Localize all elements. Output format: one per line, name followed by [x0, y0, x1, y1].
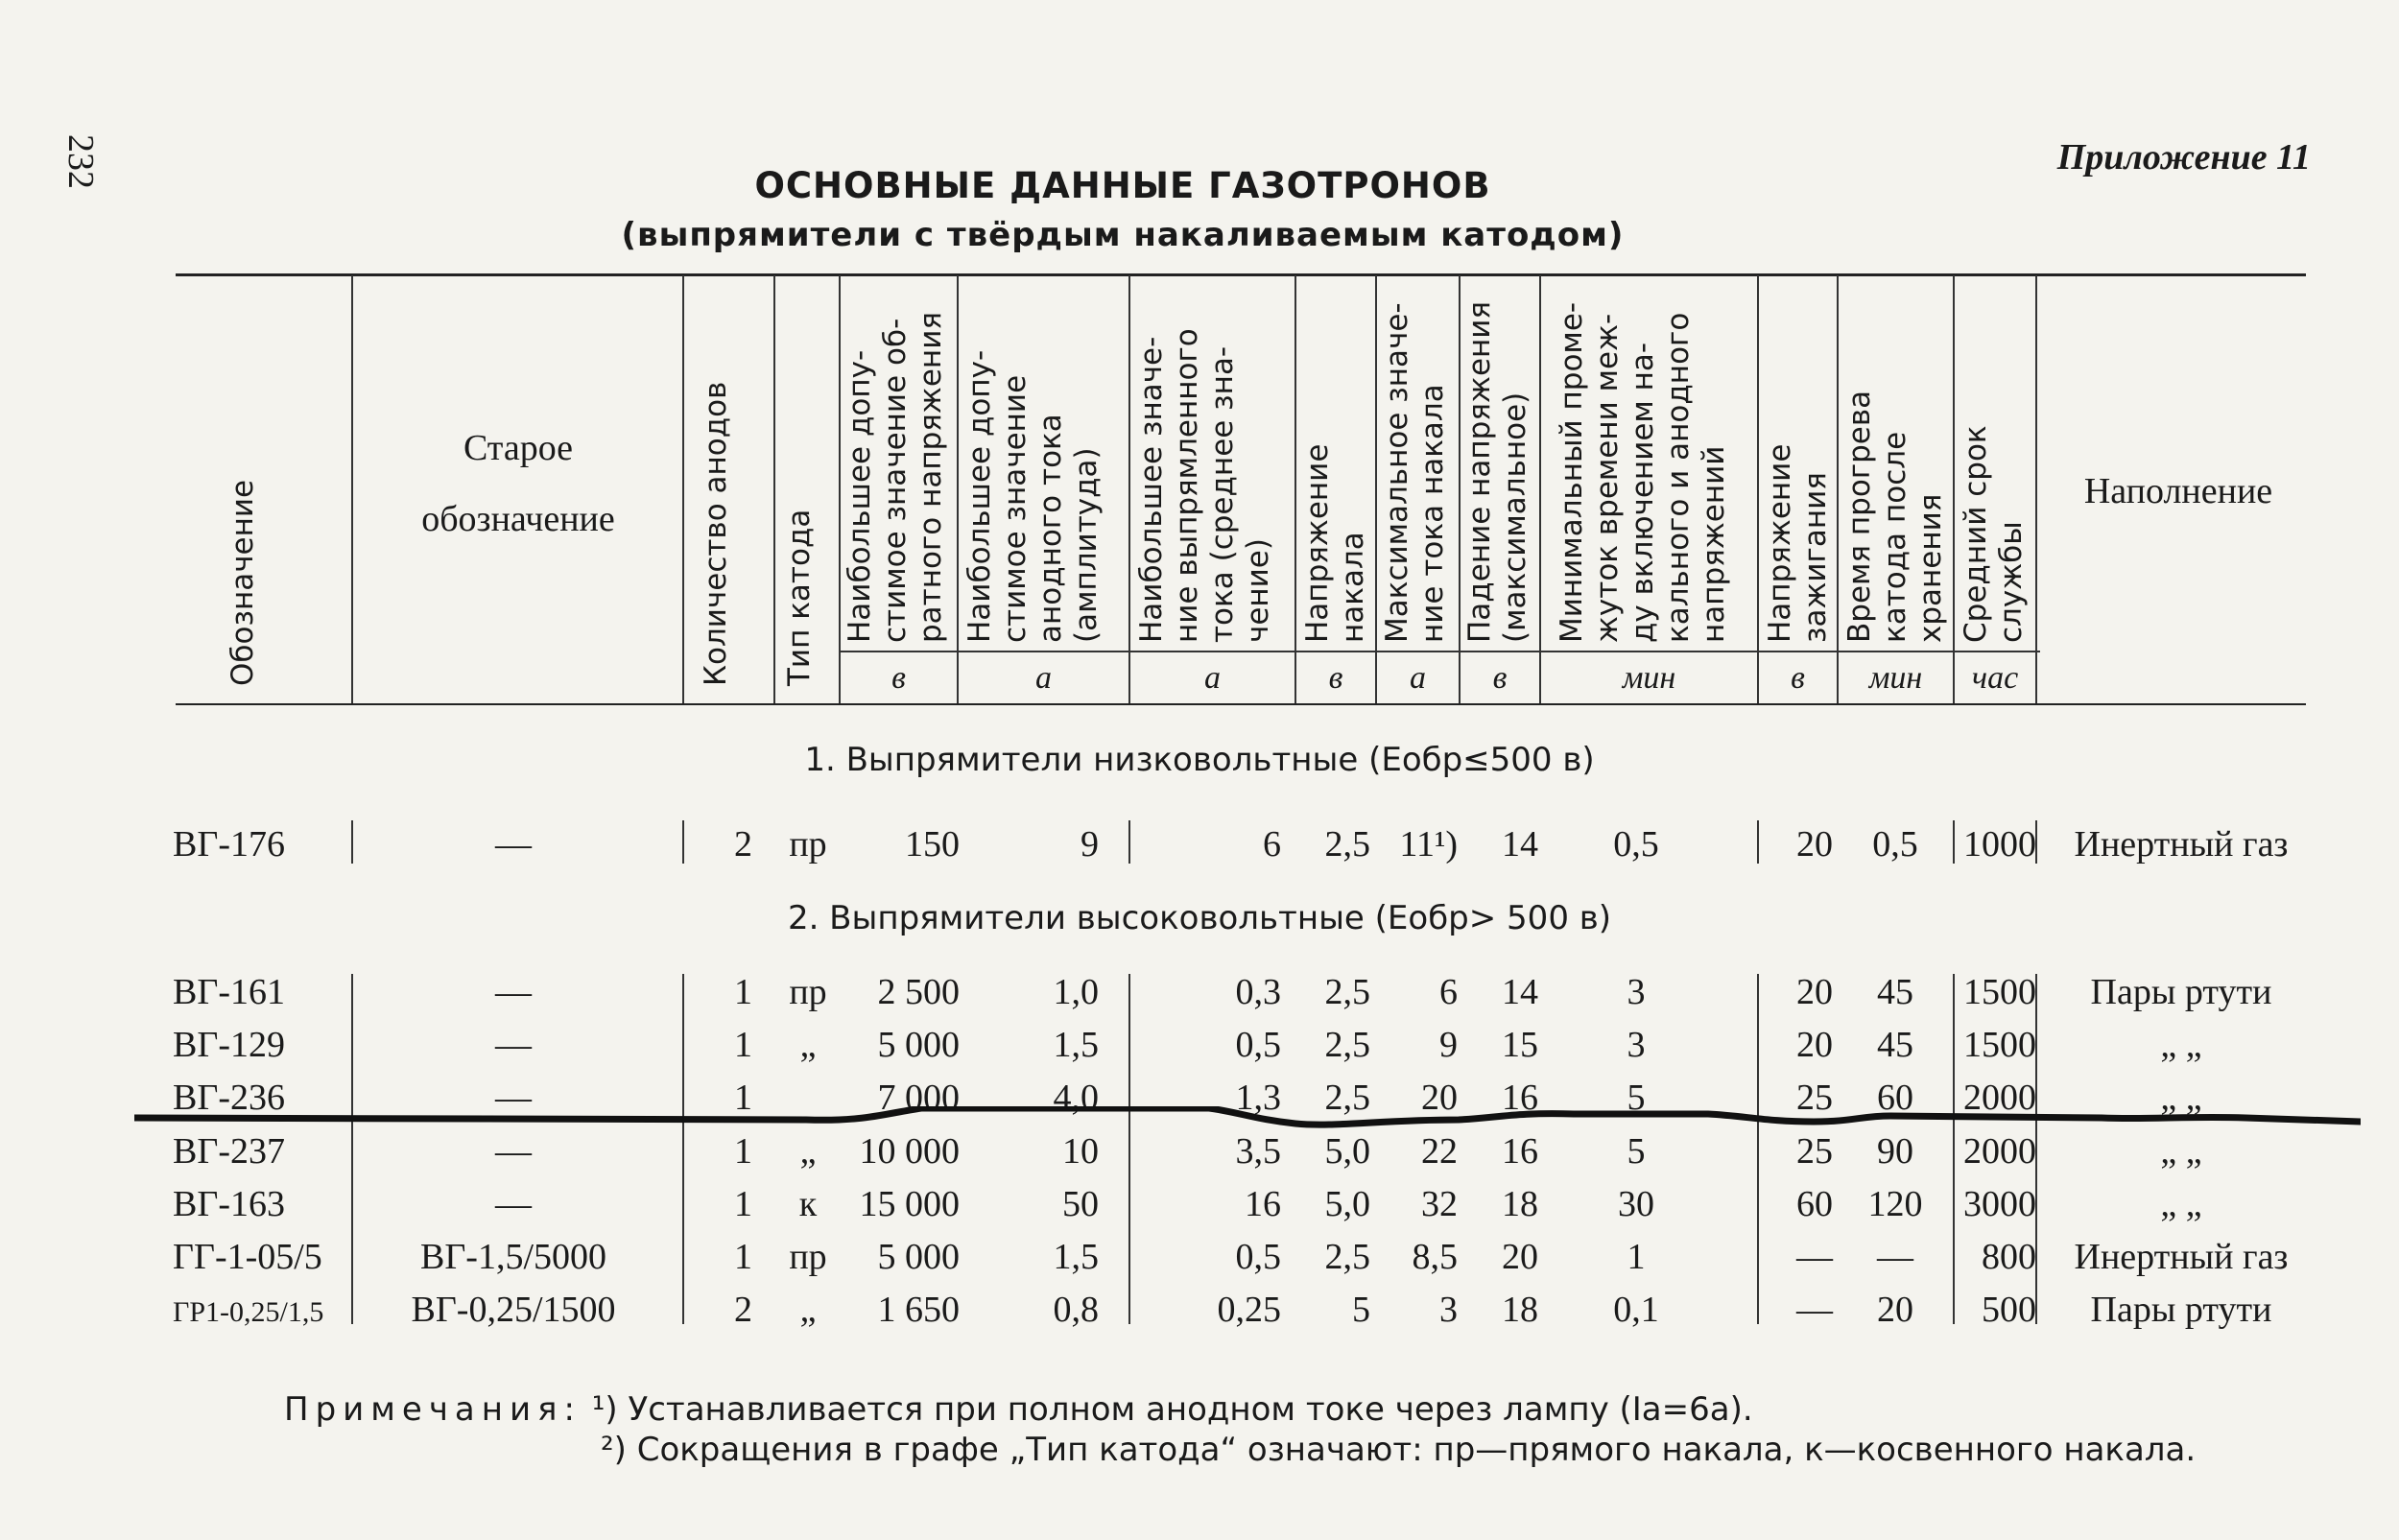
header-voltage-drop	[1462, 301, 1533, 643]
notes	[284, 1389, 2196, 1470]
cell-old-designation: ВГ-0,25/1500	[411, 1290, 616, 1330]
table-row	[0, 1024, 2399, 1074]
header-max-heater-current	[1380, 302, 1451, 643]
note-line-2	[284, 1430, 2196, 1470]
cell-min-delay: 0,5	[1613, 824, 1659, 865]
column-divider	[839, 275, 841, 703]
cell-anode-count: 2	[734, 824, 752, 865]
cell-ignition-voltage: 25	[1796, 1078, 1833, 1118]
header-line: хранения	[1913, 493, 1948, 643]
cell-max-anode-current: 50	[1062, 1184, 1099, 1224]
cell-max-heater-current: 6	[1439, 972, 1458, 1012]
cell-heater-voltage: 2,5	[1324, 972, 1370, 1012]
cell-warmup-time: 45	[1877, 1025, 1913, 1065]
cell-min-delay: 3	[1627, 972, 1646, 1012]
title-subtitle: (выпрямители с твёрдым накаливаемым катодом)	[621, 216, 1625, 254]
cell-max-rectified-current: 16	[1245, 1184, 1281, 1224]
header-line: (амплитуда)	[1069, 447, 1104, 643]
cell-max-heater-current: 11¹)	[1399, 824, 1458, 865]
header-line: Время прогрева	[1842, 390, 1877, 643]
cell-warmup-time: 45	[1877, 972, 1913, 1012]
note-2: ²) Сокращения в графе „Тип катода“ означают: пр—прямого накала, к—косвенного накала.	[601, 1431, 2197, 1469]
header-line: жуток времени меж-	[1590, 313, 1625, 643]
page-title	[0, 165, 2399, 254]
unit-voltage-drop: в	[1492, 660, 1508, 696]
cell-max-anode-current: 1,0	[1053, 972, 1099, 1012]
column-divider	[1539, 275, 1541, 703]
cell-voltage-drop: 14	[1502, 972, 1538, 1012]
header-line: накала	[1336, 532, 1370, 643]
cell-anode-count: 1	[734, 972, 752, 1012]
header-line: Минимальный проме-	[1555, 301, 1589, 643]
cell-designation: ВГ-161	[173, 972, 285, 1012]
cell-ignition-voltage: 20	[1796, 824, 1833, 865]
header-designation: Обозначение	[226, 479, 260, 686]
header-line: Максимальное значе-	[1380, 302, 1414, 643]
table-row	[0, 1236, 2399, 1286]
cell-warmup-time: 60	[1877, 1078, 1913, 1118]
cell-filling: „ „	[2160, 1078, 2202, 1118]
cell-filling: Пары ртути	[2090, 1290, 2272, 1330]
cell-min-delay: 0,1	[1613, 1290, 1659, 1330]
unit-service-life: час	[1971, 660, 2019, 696]
cell-min-delay: 5	[1627, 1078, 1646, 1118]
cell-filling: Инертный газ	[2074, 824, 2289, 865]
cell-max-heater-current: 32	[1421, 1184, 1458, 1224]
header-line: Напряжение	[1763, 443, 1797, 643]
cell-designation: ВГ-237	[173, 1131, 285, 1172]
header-line: ние выпрямленного	[1170, 328, 1204, 643]
header-line: (максимальное)	[1498, 391, 1532, 643]
cell-anode-count: 1	[734, 1237, 752, 1277]
cell-designation: ВГ-176	[173, 824, 285, 865]
cell-filling: Пары ртути	[2090, 972, 2272, 1012]
cell-old-designation: —	[495, 1131, 532, 1172]
cell-cathode-type: к	[798, 1184, 818, 1224]
column-divider	[1757, 275, 1759, 703]
header-line: Наибольшее допу-	[843, 349, 877, 643]
cell-cathode-type: пр	[789, 1237, 827, 1277]
cell-cathode-type: пр	[789, 972, 827, 1012]
page-number: 232	[60, 134, 101, 189]
column-divider	[957, 275, 959, 703]
table-row	[0, 823, 2399, 873]
cell-max-rectified-current: 0,5	[1235, 1025, 1281, 1065]
cell-max-rectified-current: 0,25	[1217, 1290, 1281, 1330]
cell-heater-voltage: 5,0	[1324, 1131, 1370, 1172]
header-line: зажигания	[1798, 472, 1833, 643]
cell-old-designation: —	[495, 824, 532, 865]
cell-anode-count: 1	[734, 1131, 752, 1172]
header-max-reverse-voltage	[843, 312, 949, 643]
cell-max-anode-current: 1,5	[1053, 1025, 1099, 1065]
cell-warmup-time: —	[1877, 1237, 1913, 1277]
header-line: катода после	[1878, 431, 1912, 643]
header-cathode-type: Тип катода	[782, 509, 817, 686]
cell-max-rectified-current: 0,3	[1235, 972, 1281, 1012]
cell-max-reverse-voltage: 5 000	[877, 1237, 960, 1277]
cell-cathode-type: „	[799, 1131, 817, 1172]
cell-cathode-type: „	[799, 1290, 817, 1330]
cell-min-delay: 30	[1618, 1184, 1654, 1224]
table-row	[0, 1289, 2399, 1339]
cell-warmup-time: 120	[1867, 1184, 1923, 1224]
cell-voltage-drop: 20	[1502, 1237, 1538, 1277]
header-line: кального и анодного	[1661, 312, 1696, 643]
cell-max-heater-current: 8,5	[1412, 1237, 1458, 1277]
cell-max-anode-current: 4,0	[1053, 1078, 1099, 1118]
header-line: службы	[1994, 521, 2029, 643]
header-line: ние тока накала	[1415, 384, 1450, 643]
header-line: чение)	[1241, 538, 1275, 643]
cell-service-life: 1000	[1963, 824, 2036, 865]
cell-service-life: 1500	[1963, 1025, 2036, 1065]
cell-service-life: 1500	[1963, 972, 2036, 1012]
unit-ignition-voltage: в	[1791, 660, 1805, 696]
cell-min-delay: 5	[1627, 1131, 1646, 1172]
cell-max-reverse-voltage: 5 000	[877, 1025, 960, 1065]
table-row	[0, 971, 2399, 1021]
cell-old-designation: —	[495, 1025, 532, 1065]
cell-voltage-drop: 15	[1502, 1025, 1538, 1065]
header-heater-voltage	[1300, 444, 1371, 643]
cell-ignition-voltage: —	[1796, 1237, 1833, 1277]
cell-max-anode-current: 0,8	[1053, 1290, 1099, 1330]
table-header-rule	[176, 703, 2306, 705]
table-top-rule	[176, 273, 2306, 276]
column-divider	[1953, 275, 1955, 703]
cell-heater-voltage: 2,5	[1324, 1025, 1370, 1065]
cell-ignition-voltage: 20	[1796, 1025, 1833, 1065]
cell-heater-voltage: 2,5	[1324, 1237, 1370, 1277]
column-divider	[682, 275, 684, 703]
table-row	[0, 1130, 2399, 1180]
cell-service-life: 800	[1982, 1237, 2036, 1277]
header-line: стимое значение	[998, 374, 1033, 643]
cell-heater-voltage: 2,5	[1324, 824, 1370, 865]
cell-old-designation: —	[495, 1078, 532, 1118]
cell-max-rectified-current: 1,3	[1235, 1078, 1281, 1118]
cell-max-heater-current: 3	[1439, 1290, 1458, 1330]
cell-voltage-drop: 16	[1502, 1131, 1538, 1172]
cell-anode-count: 1	[734, 1078, 752, 1118]
header-line: напряжений	[1697, 445, 1731, 643]
column-divider	[773, 275, 775, 703]
header-warmup-time	[1842, 391, 1949, 643]
header-ignition-voltage	[1763, 444, 1834, 643]
cell-max-reverse-voltage: 10 000	[859, 1131, 960, 1172]
cell-max-anode-current: 1,5	[1053, 1237, 1099, 1277]
header-line: Наибольшее допу-	[962, 349, 997, 643]
cell-old-designation: ВГ-1,5/5000	[419, 1237, 607, 1277]
cell-max-anode-current: 9	[1081, 824, 1099, 865]
column-divider	[1295, 275, 1296, 703]
cell-max-reverse-voltage: 1 650	[877, 1290, 960, 1330]
cell-ignition-voltage: —	[1796, 1290, 1833, 1330]
cell-heater-voltage: 5,0	[1324, 1184, 1370, 1224]
cell-ignition-voltage: 25	[1796, 1131, 1833, 1172]
cell-voltage-drop: 18	[1502, 1184, 1538, 1224]
cell-service-life: 3000	[1963, 1184, 2036, 1224]
cell-anode-count: 1	[734, 1184, 752, 1224]
cell-cathode-type: пр	[789, 824, 827, 865]
cell-designation: ГР1-0,25/1,5	[173, 1296, 324, 1328]
section-heading-high-voltage: 2. Выпрямители высоковольтные (Eобр> 500 в)	[787, 899, 1612, 937]
notes-label: Примечания:	[284, 1390, 582, 1429]
cell-service-life: 2000	[1963, 1078, 2036, 1118]
header-line: тока (среднее зна-	[1205, 345, 1240, 643]
column-divider	[351, 275, 353, 703]
header-line: анодного тока	[1033, 414, 1068, 643]
cell-voltage-drop: 18	[1502, 1290, 1538, 1330]
cell-designation: ВГ-129	[173, 1025, 285, 1065]
column-divider	[1128, 275, 1130, 703]
cell-max-heater-current: 9	[1439, 1025, 1458, 1065]
header-line: ратного напряжения	[914, 312, 948, 643]
header-min-delay	[1555, 302, 1732, 643]
unit-min-delay: мин	[1622, 660, 1676, 696]
cell-old-designation: —	[495, 1184, 532, 1224]
header-line: Наибольшее значе-	[1134, 336, 1169, 643]
cell-max-anode-current: 10	[1062, 1131, 1099, 1172]
section-heading-low-voltage: 1. Выпрямители низковольтные (Eобр≤500 в)	[804, 741, 1595, 779]
unit-heater-voltage: в	[1328, 660, 1343, 696]
handdrawn-strike-line	[134, 1106, 2361, 1135]
unit-max-anode-current: а	[1035, 660, 1052, 696]
cell-ignition-voltage: 20	[1796, 972, 1833, 1012]
column-divider	[2035, 275, 2037, 703]
header-line: стимое значение об-	[878, 318, 913, 643]
cell-service-life: 500	[1982, 1290, 2036, 1330]
table-row	[0, 1183, 2399, 1233]
unit-max-rectified-current: а	[1204, 660, 1221, 696]
header-line: ду включением на-	[1626, 342, 1660, 643]
cell-max-reverse-voltage: 7 000	[877, 1078, 960, 1118]
cell-filling: „ „	[2160, 1025, 2202, 1065]
cell-heater-voltage: 2,5	[1324, 1078, 1370, 1118]
cell-ignition-voltage: 60	[1796, 1184, 1833, 1224]
cell-voltage-drop: 14	[1502, 824, 1538, 865]
cell-service-life: 2000	[1963, 1131, 2036, 1172]
unit-max-heater-current: а	[1410, 660, 1426, 696]
cell-max-reverse-voltage: 15 000	[859, 1184, 960, 1224]
cell-cathode-type: „	[799, 1025, 817, 1065]
header-max-anode-current	[962, 350, 1104, 643]
note-1: ¹) Устанавливается при полном анодном токе через лампу (Ia=6a).	[591, 1390, 1753, 1429]
cell-designation: ВГ-163	[173, 1184, 285, 1224]
header-service-life	[1959, 425, 2030, 643]
cell-max-heater-current: 20	[1421, 1078, 1458, 1118]
header-line: Падение напряжения	[1462, 300, 1497, 643]
cell-max-reverse-voltage: 2 500	[877, 972, 960, 1012]
header-line: Напряжение	[1300, 443, 1335, 643]
note-line-1	[284, 1389, 2196, 1430]
cell-warmup-time: 0,5	[1872, 824, 1918, 865]
cell-filling: „ „	[2160, 1184, 2202, 1224]
cell-max-rectified-current: 6	[1263, 824, 1281, 865]
cell-old-designation: —	[495, 972, 532, 1012]
cell-max-heater-current: 22	[1421, 1131, 1458, 1172]
cell-min-delay: 3	[1627, 1025, 1646, 1065]
cell-warmup-time: 20	[1877, 1290, 1913, 1330]
cell-min-delay: 1	[1627, 1237, 1646, 1277]
appendix-label: Приложение 11	[2056, 137, 2311, 178]
cell-designation: ВГ-236	[173, 1078, 285, 1118]
cell-max-reverse-voltage: 150	[905, 824, 960, 865]
header-old-designation: Старое обозначение	[421, 428, 615, 539]
column-divider	[1837, 275, 1839, 703]
cell-warmup-time: 90	[1877, 1131, 1913, 1172]
cell-filling: Инертный газ	[2074, 1237, 2289, 1277]
cell-designation: ГГ-1-05/5	[173, 1237, 322, 1277]
cell-anode-count: 1	[734, 1025, 752, 1065]
cell-heater-voltage: 5	[1352, 1290, 1370, 1330]
header-anode-count: Количество анодов	[699, 381, 733, 686]
header-line: Средний срок	[1959, 425, 1993, 643]
header-max-rectified-current	[1134, 328, 1276, 643]
title-main: ОСНОВНЫЕ ДАННЫЕ ГАЗОТРОНОВ	[754, 165, 1491, 206]
column-divider	[1459, 275, 1461, 703]
units-rule	[841, 651, 2040, 652]
unit-warmup-time: мин	[1868, 660, 1923, 696]
header-filling: Наполнение	[2083, 471, 2273, 511]
cell-anode-count: 2	[734, 1290, 752, 1330]
cell-filling: „ „	[2160, 1131, 2202, 1172]
column-divider	[1375, 275, 1377, 703]
cell-voltage-drop: 16	[1502, 1078, 1538, 1118]
unit-max-reverse-voltage: в	[891, 660, 906, 696]
cell-max-rectified-current: 3,5	[1235, 1131, 1281, 1172]
cell-max-rectified-current: 0,5	[1235, 1237, 1281, 1277]
